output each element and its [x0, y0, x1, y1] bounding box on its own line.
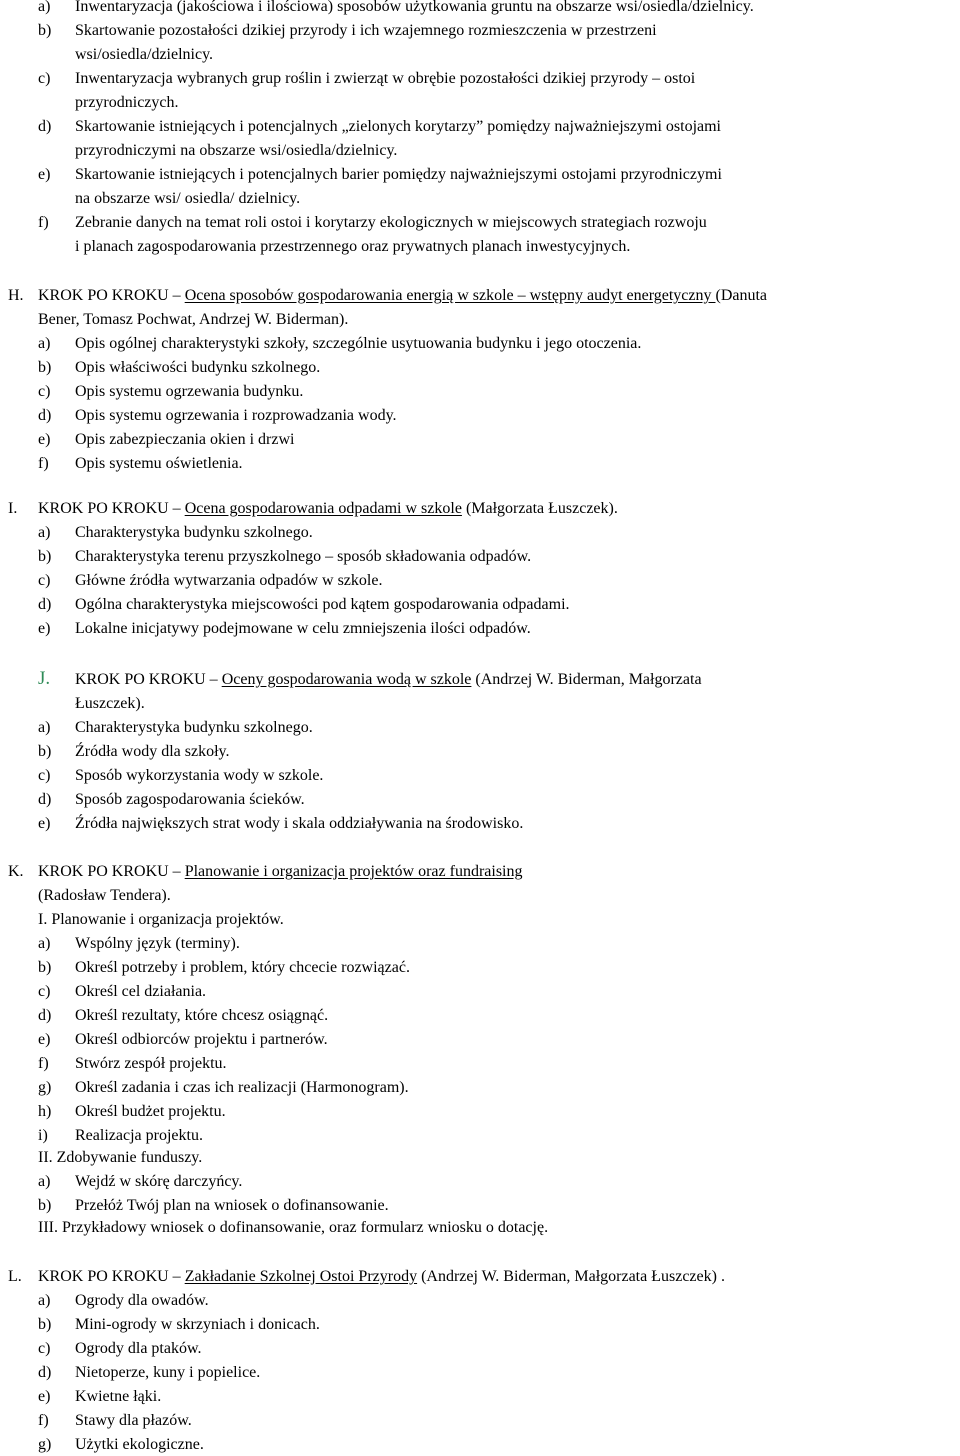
section-heading: KROK PO KROKU – Planowanie i organizacja projektów oraz fundraising: [38, 863, 523, 880]
list-item-text: Charakterystyka budynku szkolnego.: [75, 524, 313, 541]
list-marker: c): [38, 383, 51, 400]
list-item-text: Wspólny język (terminy).: [75, 935, 240, 952]
list-marker: b): [38, 22, 52, 39]
list-marker: b): [38, 1197, 52, 1214]
list-marker: b): [38, 1316, 52, 1333]
list-item-text: Inwentaryzacja wybranych grup roślin i zwierząt w obrębie pozostałości dzikiej przyrody – ostoi: [75, 70, 696, 87]
list-item-text: Wejdź w skórę darczyńcy.: [75, 1173, 243, 1190]
list-marker: e): [38, 1031, 51, 1048]
section-heading: KROK PO KROKU – Zakładanie Szkolnej Ostoi Przyrody (Andrzej W. Biderman, Małgorzata Łuszczek) .: [38, 1268, 725, 1285]
subsection-heading: I. Planowanie i organizacja projektów.: [38, 911, 284, 928]
section-letter: I.: [8, 500, 18, 517]
list-marker: a): [38, 0, 51, 15]
list-item-text: Ogrody dla ptaków.: [75, 1340, 202, 1357]
section-letter: J.: [38, 668, 51, 689]
list-marker: d): [38, 1007, 52, 1024]
list-item-text: Źródła największych strat wody i skala oddziaływania na środowisko.: [75, 815, 524, 832]
list-item-text: Główne źródła wytwarzania odpadów w szkole.: [75, 572, 383, 589]
list-item-text: Nietoperze, kuny i popielice.: [75, 1364, 261, 1381]
list-marker: e): [38, 431, 51, 448]
list-marker: f): [38, 1055, 49, 1072]
section-letter: K.: [8, 863, 24, 880]
list-marker: i): [38, 1127, 48, 1144]
list-item-text: na obszarze wsi/ osiedla/ dzielnicy.: [75, 190, 301, 207]
section-title: Ocena gospodarowania odpadami w szkole: [184, 500, 462, 517]
list-item-text: Opis systemu ogrzewania budynku.: [75, 383, 304, 400]
list-marker: b): [38, 743, 52, 760]
list-item-text: Określ rezultaty, które chcesz osiągnąć.: [75, 1007, 329, 1024]
list-marker: g): [38, 1436, 52, 1453]
list-item-text: Użytki ekologiczne.: [75, 1436, 204, 1453]
list-item-text: Określ odbiorców projektu i partnerów.: [75, 1031, 328, 1048]
list-marker: g): [38, 1079, 52, 1096]
list-item-text: Skartowanie istniejących i potencjalnych „zielonych korytarzy” pomiędzy najważniejszymi ostojami: [75, 118, 721, 135]
list-item-text: Charakterystyka terenu przyszkolnego – sposób składowania odpadów.: [75, 548, 532, 565]
section-title: Ocena sposobów gospodarowania energią w szkole – wstępny audyt energetyczny: [184, 287, 716, 304]
list-marker: c): [38, 572, 51, 589]
list-marker: a): [38, 335, 51, 352]
list-marker: h): [38, 1103, 52, 1120]
list-item-text: Opis właściwości budynku szkolnego.: [75, 359, 321, 376]
list-marker: f): [38, 1412, 49, 1429]
section-heading: KROK PO KROKU – Ocena gospodarowania odpadami w szkole (Małgorzata Łuszczek).: [38, 500, 618, 517]
subsection-heading: II. Zdobywanie funduszy.: [38, 1149, 203, 1166]
list-item-text: Zebranie danych na temat roli ostoi i korytarzy ekologicznych w miejscowych strategiach rozwoju: [75, 214, 707, 231]
list-item-text: Realizacja projektu.: [75, 1127, 203, 1144]
list-item-text: przyrodniczymi na obszarze wsi/osiedla/dzielnicy.: [75, 142, 398, 159]
list-item-text: Skartowanie istniejących i potencjalnych barier pomiędzy najważniejszymi ostojami przyrodniczymi: [75, 166, 722, 183]
list-marker: e): [38, 1388, 51, 1405]
list-marker: a): [38, 719, 51, 736]
list-item-text: Określ cel działania.: [75, 983, 207, 1000]
list-item-text: Źródła wody dla szkoły.: [75, 743, 230, 760]
section-authors: Łuszczek).: [75, 695, 145, 712]
list-marker: e): [38, 815, 51, 832]
list-marker: d): [38, 596, 52, 613]
list-marker: a): [38, 524, 51, 541]
list-marker: c): [38, 1340, 51, 1357]
list-marker: b): [38, 959, 52, 976]
list-marker: b): [38, 548, 52, 565]
list-item-text: Opis systemu oświetlenia.: [75, 455, 243, 472]
list-item-text: Sposób zagospodarowania ścieków.: [75, 791, 305, 808]
list-item-text: Opis zabezpieczania okien i drzwi: [75, 431, 295, 448]
section-letter: L.: [8, 1268, 22, 1285]
section-authors: Bener, Tomasz Pochwat, Andrzej W. Biderman).: [38, 311, 349, 328]
list-marker: f): [38, 455, 49, 472]
section-heading: KROK PO KROKU – Ocena sposobów gospodarowania energią w szkole – wstępny audyt energetyczny (Danuta: [38, 287, 768, 304]
list-marker: a): [38, 1292, 51, 1309]
list-item-text: Inwentaryzacja (jakościowa i ilościowa) sposobów użytkowania gruntu na obszarze wsi/osiedla/dzielnicy.: [75, 0, 754, 15]
section-title: Planowanie i organizacja projektów oraz fundraising: [184, 863, 523, 880]
list-item-text: Przełóż Twój plan na wniosek o dofinansowanie.: [75, 1197, 389, 1214]
list-item-text: Mini-ogrody w skrzyniach i donicach.: [75, 1316, 320, 1333]
list-marker: d): [38, 118, 52, 135]
list-item-text: Ogólna charakterystyka miejscowości pod kątem gospodarowania odpadami.: [75, 596, 570, 613]
list-item-text: Kwietne łąki.: [75, 1388, 162, 1405]
list-item-text: Określ zadania i czas ich realizacji (Harmonogram).: [75, 1079, 409, 1096]
section-title: Zakładanie Szkolnej Ostoi Przyrody: [184, 1268, 418, 1285]
list-marker: d): [38, 407, 52, 424]
list-item-text: Lokalne inicjatywy podejmowane w celu zmniejszenia ilości odpadów.: [75, 620, 531, 637]
list-marker: d): [38, 791, 52, 808]
list-marker: c): [38, 70, 51, 87]
list-item-text: Sposób wykorzystania wody w szkole.: [75, 767, 324, 784]
list-item-text: Opis systemu ogrzewania i rozprowadzania wody.: [75, 407, 397, 424]
list-item-text: i planach zagospodarowania przestrzennego oraz prywatnych planach inwestycyjnych.: [75, 238, 631, 255]
list-item-text: Określ budżet projektu.: [75, 1103, 226, 1120]
list-item-text: Ogrody dla owadów.: [75, 1292, 209, 1309]
list-item-text: przyrodniczych.: [75, 94, 179, 111]
list-marker: c): [38, 767, 51, 784]
list-marker: a): [38, 935, 51, 952]
list-item-text: Skartowanie pozostałości dzikiej przyrody i ich wzajemnego rozmieszczenia w przestrzeni: [75, 22, 657, 39]
list-marker: b): [38, 359, 52, 376]
list-marker: c): [38, 983, 51, 1000]
section-letter: H.: [8, 287, 24, 304]
list-marker: a): [38, 1173, 51, 1190]
list-item-text: wsi/osiedla/dzielnicy.: [75, 46, 214, 63]
section-heading: KROK PO KROKU – Oceny gospodarowania wodą w szkole (Andrzej W. Biderman, Małgorzata: [75, 671, 702, 688]
list-marker: d): [38, 1364, 52, 1381]
list-marker: e): [38, 620, 51, 637]
subsection-heading: III. Przykładowy wniosek o dofinansowanie, oraz formularz wniosku o dotację.: [38, 1219, 549, 1236]
list-item-text: Określ potrzeby i problem, który chcecie rozwiązać.: [75, 959, 410, 976]
list-item-text: Charakterystyka budynku szkolnego.: [75, 719, 313, 736]
list-item-text: Opis ogólnej charakterystyki szkoły, szczególnie usytuowania budynku i jego otoczenia.: [75, 335, 642, 352]
section-title: Oceny gospodarowania wodą w szkole: [221, 671, 472, 688]
list-item-text: Stawy dla płazów.: [75, 1412, 192, 1429]
section-authors: (Radosław Tendera).: [38, 887, 171, 904]
list-marker: f): [38, 214, 49, 231]
list-marker: e): [38, 166, 51, 183]
list-item-text: Stwórz zespół projektu.: [75, 1055, 227, 1072]
